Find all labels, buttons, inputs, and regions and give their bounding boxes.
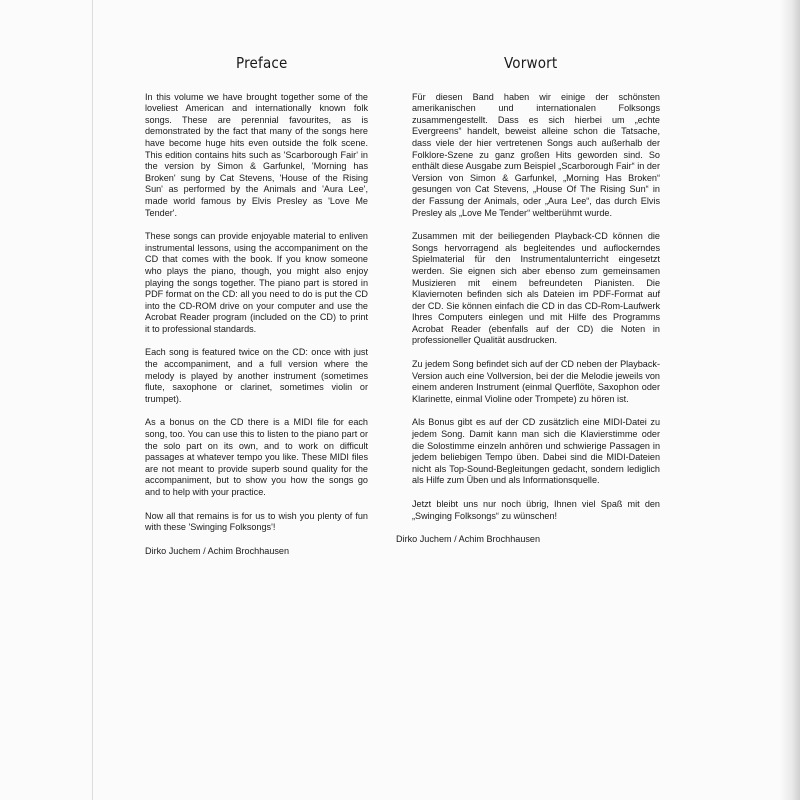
preface-paragraph: In this volume we have brought together some of the loveliest American and internationally known folk songs. These are perennial favourites, as is demonstrated by the fact that many of the songs here have become huge hits even outside the folk scene. This edition contains hits such as 'Scarborough Fair' in the version by Simon & Garfunkel, 'Morning has Broken' sung by Cat Stevens, 'House of the Rising Sun' as performed by the Animals and 'Aura Lee', made world famous by Elvis Presley as 'Love Me Tender'.: [145, 91, 368, 218]
vorwort-paragraph: Für diesen Band haben wir einige der schönsten amerikanischen und internationalen Folksongs zusammengestellt. Dass es sich hierbei um „echte Evergreens“ handelt, beweist alleine schon die Tatsache, dass viele der hier vertretenen Songs auch außerhalb der Folklore-Szene zu ganz großen Hits geworden sind. So enthält diese Ausgabe zum Beispiel „Scarborough Fair“ in der Version von Simon & Garfunkel, „Morning Has Broken“ gesungen von Cat Stevens, „House Of The Rising Sun“ in der Fassung der Animals, oder „Aura Lee“, das durch Elvis Presley als „Love Me Tender“ weltberühmt wurde.: [412, 91, 660, 218]
vorwort-paragraph: Als Bonus gibt es auf der CD zusätzlich eine MIDI-Datei zu jedem Song. Damit kann man sich die Klavierstimme oder die Solostimme einzeln anhören und schwierige Passagen in jedem beliebigen Tempo üben. Dabei sind die MIDI-Dateien nicht als Top-Sound-Begleitungen gedacht, sondern lediglich als Hilfe zum Üben und als Informationsquelle.: [412, 417, 660, 486]
preface-paragraph: Each song is featured twice on the CD: once with just the accompaniment, and a full version where the melody is played by another instrument (sometimes flute, saxophone or clarinet, sometimes violin or trumpet).: [145, 347, 368, 404]
preface-signature: Dirko Juchem / Achim Brochhausen: [145, 545, 290, 556]
preface-column: [118, 54, 368, 569]
vorwort-title: Vorwort: [504, 54, 558, 72]
preface-paragraph: Now all that remains is for us to wish you plenty of fun with these 'Swinging Folksongs'!: [145, 510, 368, 533]
vorwort-signature: Dirko Juchem / Achim Brochhausen: [396, 534, 541, 545]
vorwort-paragraph: Zusammen mit der beiliegenden Playback-CD können die Songs hervorragend als begleitendes und auflockerndes Spielmaterial für den Instrumentalunterricht eingesetzt werden. Sie eignen sich aber ebenso zum gemeinsamen Musizieren mit einem befreundeten Pianisten. Die Klaviernoten befinden sich als Dateien im PDF-Format auf der CD. Sie können einfach die CD in das CD-Rom-Laufwerk Ihres Computers einlegen und mit Hilfe des Programms Acrobat Reader (ebenfalls auf der CD) die Noten in professioneller Qualität ausdrucken.: [412, 231, 660, 346]
preface-paragraph: These songs can provide enjoyable material to enliven instrumental lessons, using the accompaniment on the CD that comes with the book. If you know someone who plays the piano, though, you might also enjoy playing the songs together. The piano part is stored in PDF format on the CD: all you need to do is put the CD into the CD-ROM drive on your computer and use the Acrobat Reader program (included on the CD) to print it to professional standards.: [145, 231, 368, 334]
preface-title: Preface: [236, 54, 288, 72]
vorwort-paragraph: Zu jedem Song befindet sich auf der CD neben der Playback-Version auch eine Vollversion, bei der die Melodie jeweils von einem anderen Instrument (einmal Querflöte, Saxophon oder Klarinette, einmal Violine oder Trompete) zu hören ist.: [412, 359, 660, 404]
vorwort-column: [392, 54, 660, 558]
page-fold-line: [92, 0, 93, 800]
preface-paragraph: As a bonus on the CD there is a MIDI file for each song, too. You can use this to listen to the piano part or the solo part on its own, and to work on difficult passages at whatever tempo you like. These MIDI files are not meant to provide superb sound quality for the accompaniment, but to show you how the songs go and to help with your practice.: [145, 417, 368, 497]
page-edge-shadow: [780, 0, 800, 800]
vorwort-paragraph: Jetzt bleibt uns nur noch übrig, Ihnen viel Spaß mit den „Swinging Folksongs“ zu wünschen!: [412, 499, 660, 521]
